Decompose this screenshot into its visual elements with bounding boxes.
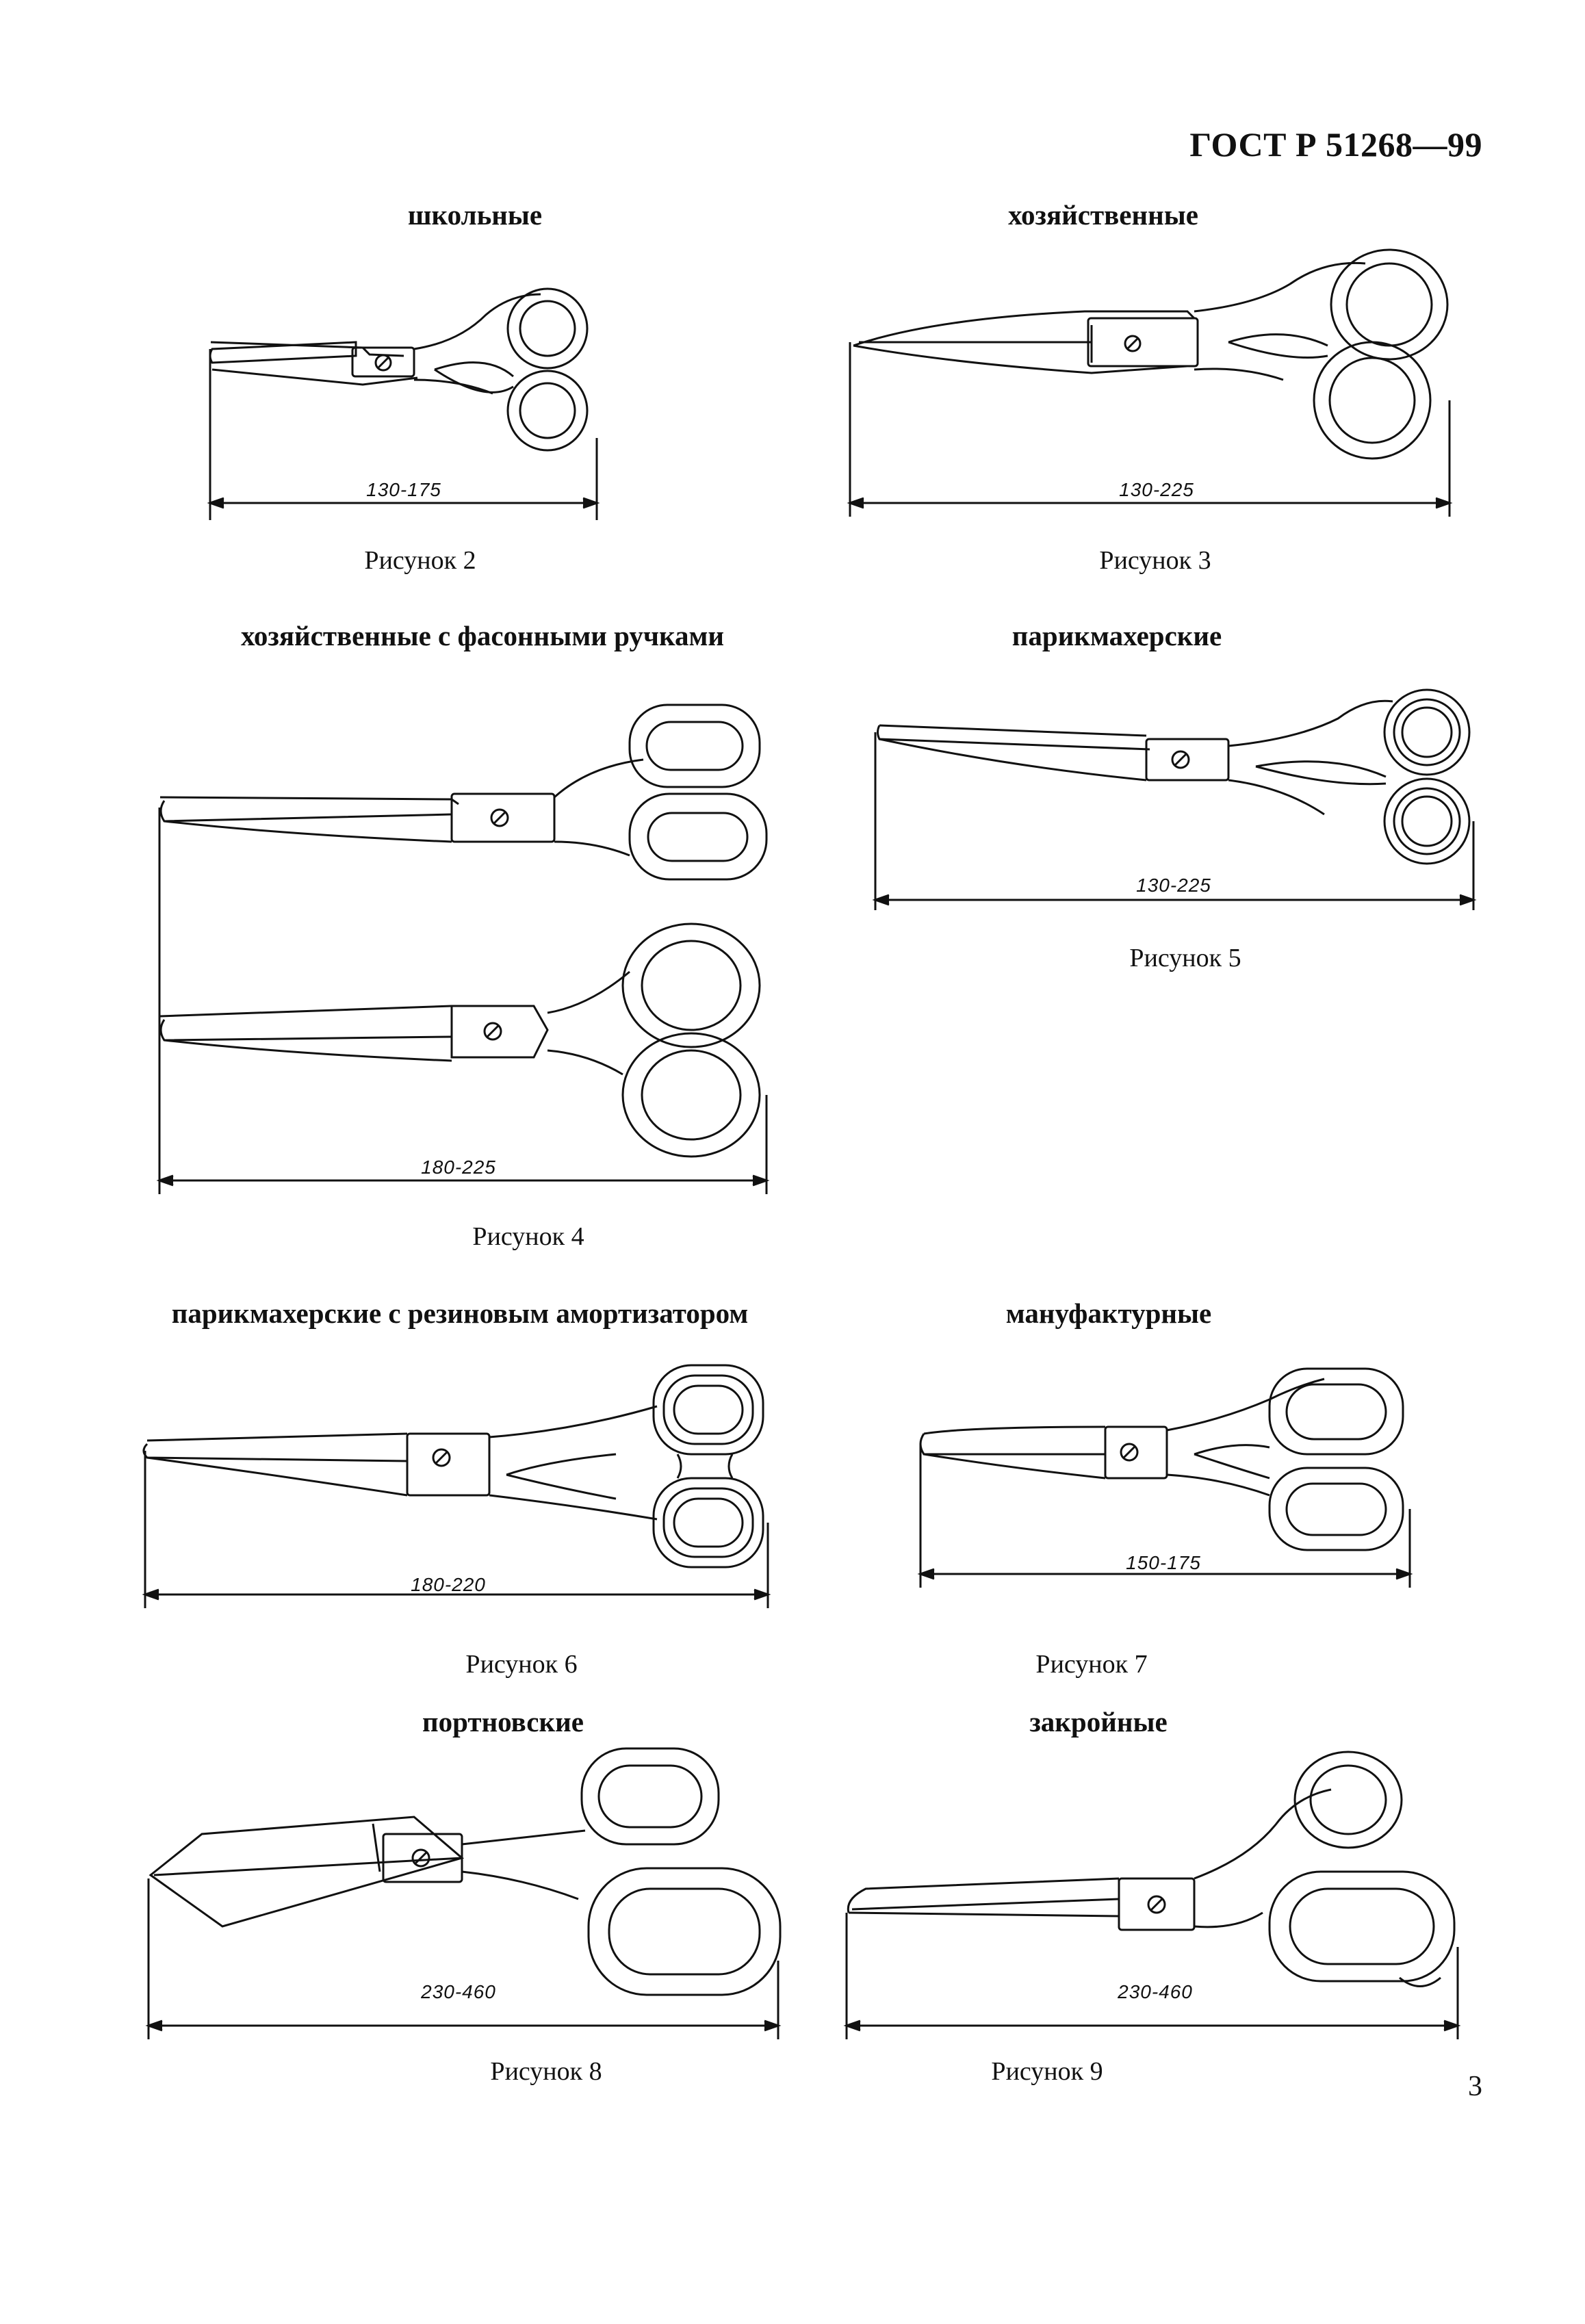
fig7-dimension-label: 150-175 (1126, 1552, 1201, 1573)
fig3-title: хозяйственные (1008, 199, 1198, 231)
fig5-title: парикмахерские (1011, 620, 1222, 651)
fig6-title: парикмахерские с резиновым амортизатором (171, 1297, 749, 1329)
fig7-title: мануфактурные (1005, 1297, 1212, 1329)
fig4-title: хозяйственные с фасонными ручками (240, 620, 725, 651)
fig9-caption: Рисунок 9 (991, 2057, 1103, 2086)
fig8-dimension-label: 230-460 (421, 1981, 496, 2002)
fig6-dimension-label: 180-220 (411, 1574, 486, 1595)
fig8-title: портновские (422, 1706, 584, 1738)
fig6-caption: Рисунок 6 (465, 1650, 578, 1679)
fig8-caption: Рисунок 8 (490, 2057, 602, 2086)
fig5-caption: Рисунок 5 (1129, 944, 1241, 972)
fig7-caption: Рисунок 7 (1035, 1650, 1148, 1679)
fig3-dimension-label: 130-225 (1119, 479, 1194, 500)
document-code: ГОСТ Р 51268—99 (1189, 125, 1482, 164)
fig9-dimension-label: 230-460 (1118, 1981, 1193, 2002)
fig5-dimension-label: 130-225 (1136, 875, 1211, 896)
fig2-dimension-label: 130-175 (366, 479, 441, 500)
fig2-caption: Рисунок 2 (364, 546, 476, 575)
fig4-scissors-drawing (151, 684, 780, 1198)
fig2-title: школьные (407, 199, 543, 231)
page-number: 3 (1468, 2071, 1482, 2102)
fig4-dimension-label: 180-225 (421, 1157, 496, 1178)
fig3-caption: Рисунок 3 (1099, 546, 1211, 575)
fig4-caption: Рисунок 4 (472, 1222, 584, 1251)
fig9-title: закройные (1029, 1706, 1168, 1738)
